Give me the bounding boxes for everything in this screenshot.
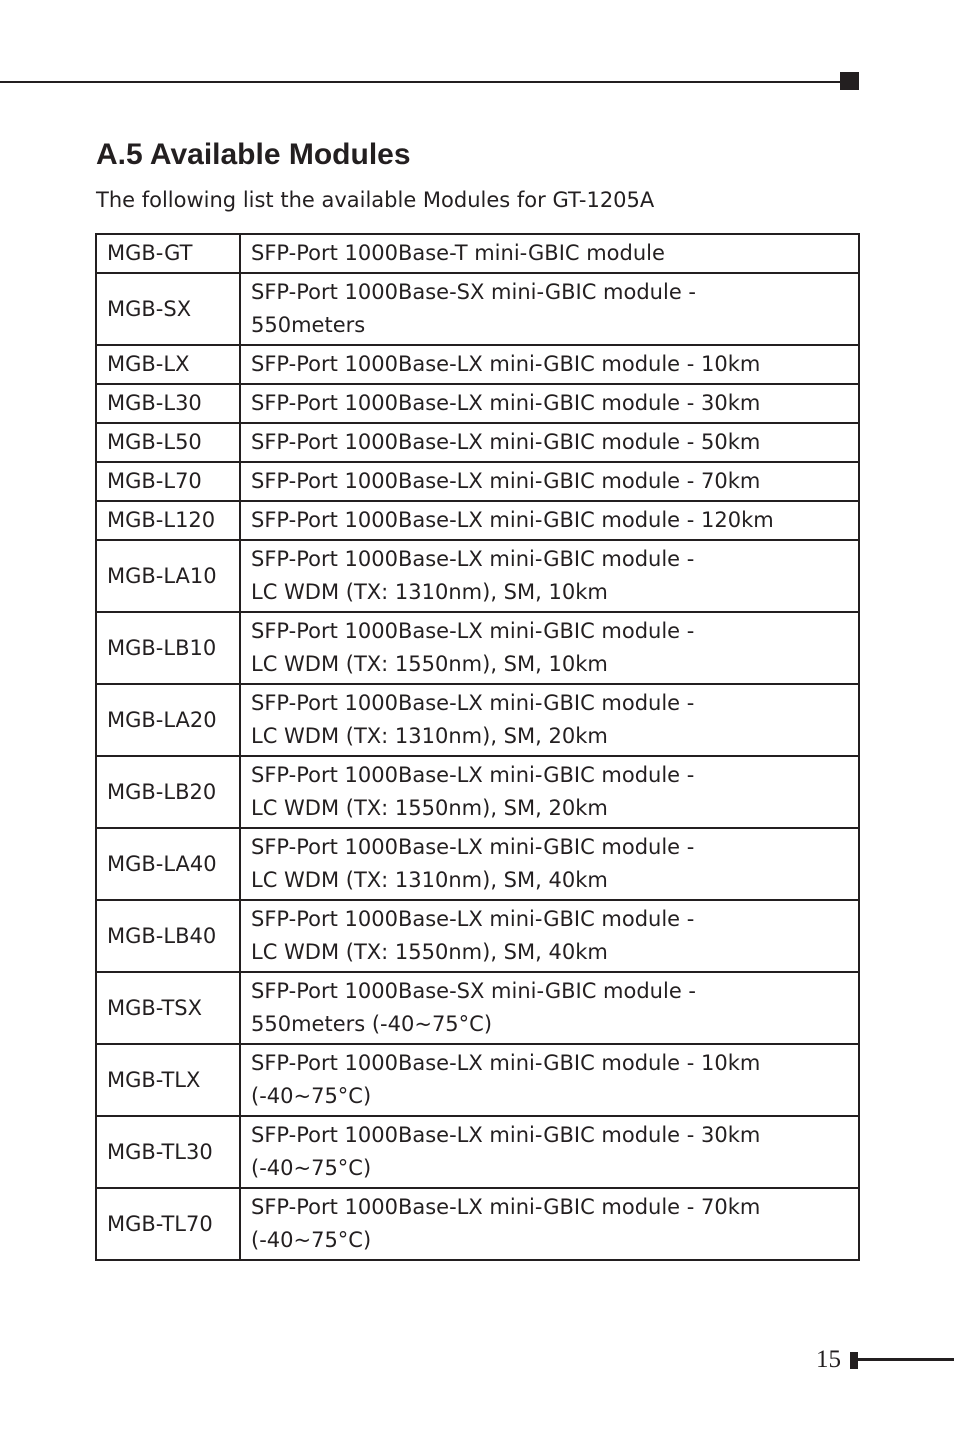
module-description-line: SFP-Port 1000Base-LX mini-GBIC module - (251, 907, 695, 931)
footer-marker (850, 1352, 858, 1369)
module-model: MGB-LX (96, 345, 240, 384)
table-row (96, 684, 859, 756)
section-title: A.5 Available Modules (96, 138, 411, 171)
module-model: MGB-LB40 (96, 900, 240, 972)
module-description-line: LC WDM (TX: 1550nm), SM, 10km (251, 652, 608, 676)
module-description (240, 273, 859, 345)
module-description (240, 756, 859, 828)
table-row (96, 1188, 859, 1260)
module-description (240, 501, 859, 540)
module-description-line: SFP-Port 1000Base-LX mini-GBIC module - 70km (251, 469, 761, 493)
module-model: MGB-TL30 (96, 1116, 240, 1188)
table-row (96, 234, 859, 273)
module-model: MGB-LA10 (96, 540, 240, 612)
module-model: MGB-GT (96, 234, 240, 273)
table-row (96, 462, 859, 501)
module-description-line: SFP-Port 1000Base-LX mini-GBIC module - (251, 763, 695, 787)
module-description-line: LC WDM (TX: 1550nm), SM, 40km (251, 940, 608, 964)
module-description-line: SFP-Port 1000Base-LX mini-GBIC module - 30km (251, 391, 761, 415)
module-description (240, 684, 859, 756)
module-description (240, 612, 859, 684)
module-description (240, 540, 859, 612)
module-description-line: SFP-Port 1000Base-LX mini-GBIC module - 50km (251, 430, 761, 454)
module-description-line: SFP-Port 1000Base-LX mini-GBIC module - (251, 691, 695, 715)
module-description-line: SFP-Port 1000Base-LX mini-GBIC module - (251, 547, 695, 571)
module-description-line: SFP-Port 1000Base-LX mini-GBIC module - 10km (251, 1051, 761, 1075)
module-description (240, 384, 859, 423)
module-description-line: SFP-Port 1000Base-LX mini-GBIC module - 120km (251, 508, 774, 532)
module-description (240, 345, 859, 384)
module-model: MGB-TL70 (96, 1188, 240, 1260)
module-model: MGB-LB10 (96, 612, 240, 684)
module-description-line: (-40~75°C) (251, 1084, 372, 1108)
module-description-line: LC WDM (TX: 1310nm), SM, 20km (251, 724, 608, 748)
table-row (96, 273, 859, 345)
table-row (96, 900, 859, 972)
table-row (96, 1044, 859, 1116)
table-row (96, 423, 859, 462)
module-description (240, 972, 859, 1044)
module-description (240, 423, 859, 462)
table-row (96, 540, 859, 612)
modules-table-body (96, 234, 859, 1260)
module-description (240, 462, 859, 501)
header-marker (840, 72, 859, 90)
table-row (96, 756, 859, 828)
module-description-line: 550meters (251, 313, 366, 337)
module-description (240, 1044, 859, 1116)
module-description (240, 828, 859, 900)
module-description-line: SFP-Port 1000Base-LX mini-GBIC module - (251, 619, 695, 643)
module-description-line: SFP-Port 1000Base-LX mini-GBIC module - (251, 835, 695, 859)
module-description-line: SFP-Port 1000Base-LX mini-GBIC module - 70km (251, 1195, 761, 1219)
module-model: MGB-SX (96, 273, 240, 345)
section-intro: The following list the available Modules for GT-1205A (96, 188, 655, 212)
module-description-line: LC WDM (TX: 1310nm), SM, 40km (251, 868, 608, 892)
module-model: MGB-TSX (96, 972, 240, 1044)
module-model: MGB-TLX (96, 1044, 240, 1116)
header-rule (0, 81, 842, 83)
module-model: MGB-LA40 (96, 828, 240, 900)
module-description-line: LC WDM (TX: 1550nm), SM, 20km (251, 796, 608, 820)
module-description-line: SFP-Port 1000Base-SX mini-GBIC module - (251, 979, 696, 1003)
module-description (240, 1116, 859, 1188)
footer-rule (858, 1358, 954, 1361)
table-row (96, 384, 859, 423)
table-row (96, 612, 859, 684)
table-row (96, 972, 859, 1044)
module-description (240, 234, 859, 273)
table-row (96, 828, 859, 900)
module-model: MGB-L50 (96, 423, 240, 462)
module-description-line: SFP-Port 1000Base-LX mini-GBIC module - 10km (251, 352, 761, 376)
table-row (96, 345, 859, 384)
modules-table (95, 233, 860, 1261)
module-description-line: LC WDM (TX: 1310nm), SM, 10km (251, 580, 608, 604)
module-description-line: SFP-Port 1000Base-LX mini-GBIC module - 30km (251, 1123, 761, 1147)
module-description-line: SFP-Port 1000Base-SX mini-GBIC module - (251, 280, 696, 304)
module-description-line: (-40~75°C) (251, 1156, 372, 1180)
table-row (96, 1116, 859, 1188)
module-description (240, 1188, 859, 1260)
module-model: MGB-L70 (96, 462, 240, 501)
module-model: MGB-LB20 (96, 756, 240, 828)
module-description-line: SFP-Port 1000Base-T mini-GBIC module (251, 241, 665, 265)
page-number: 15 (816, 1346, 841, 1373)
module-model: MGB-L120 (96, 501, 240, 540)
module-description-line: (-40~75°C) (251, 1228, 372, 1252)
module-model: MGB-L30 (96, 384, 240, 423)
module-description (240, 900, 859, 972)
table-row (96, 501, 859, 540)
module-description-line: 550meters (-40~75°C) (251, 1012, 493, 1036)
module-model: MGB-LA20 (96, 684, 240, 756)
